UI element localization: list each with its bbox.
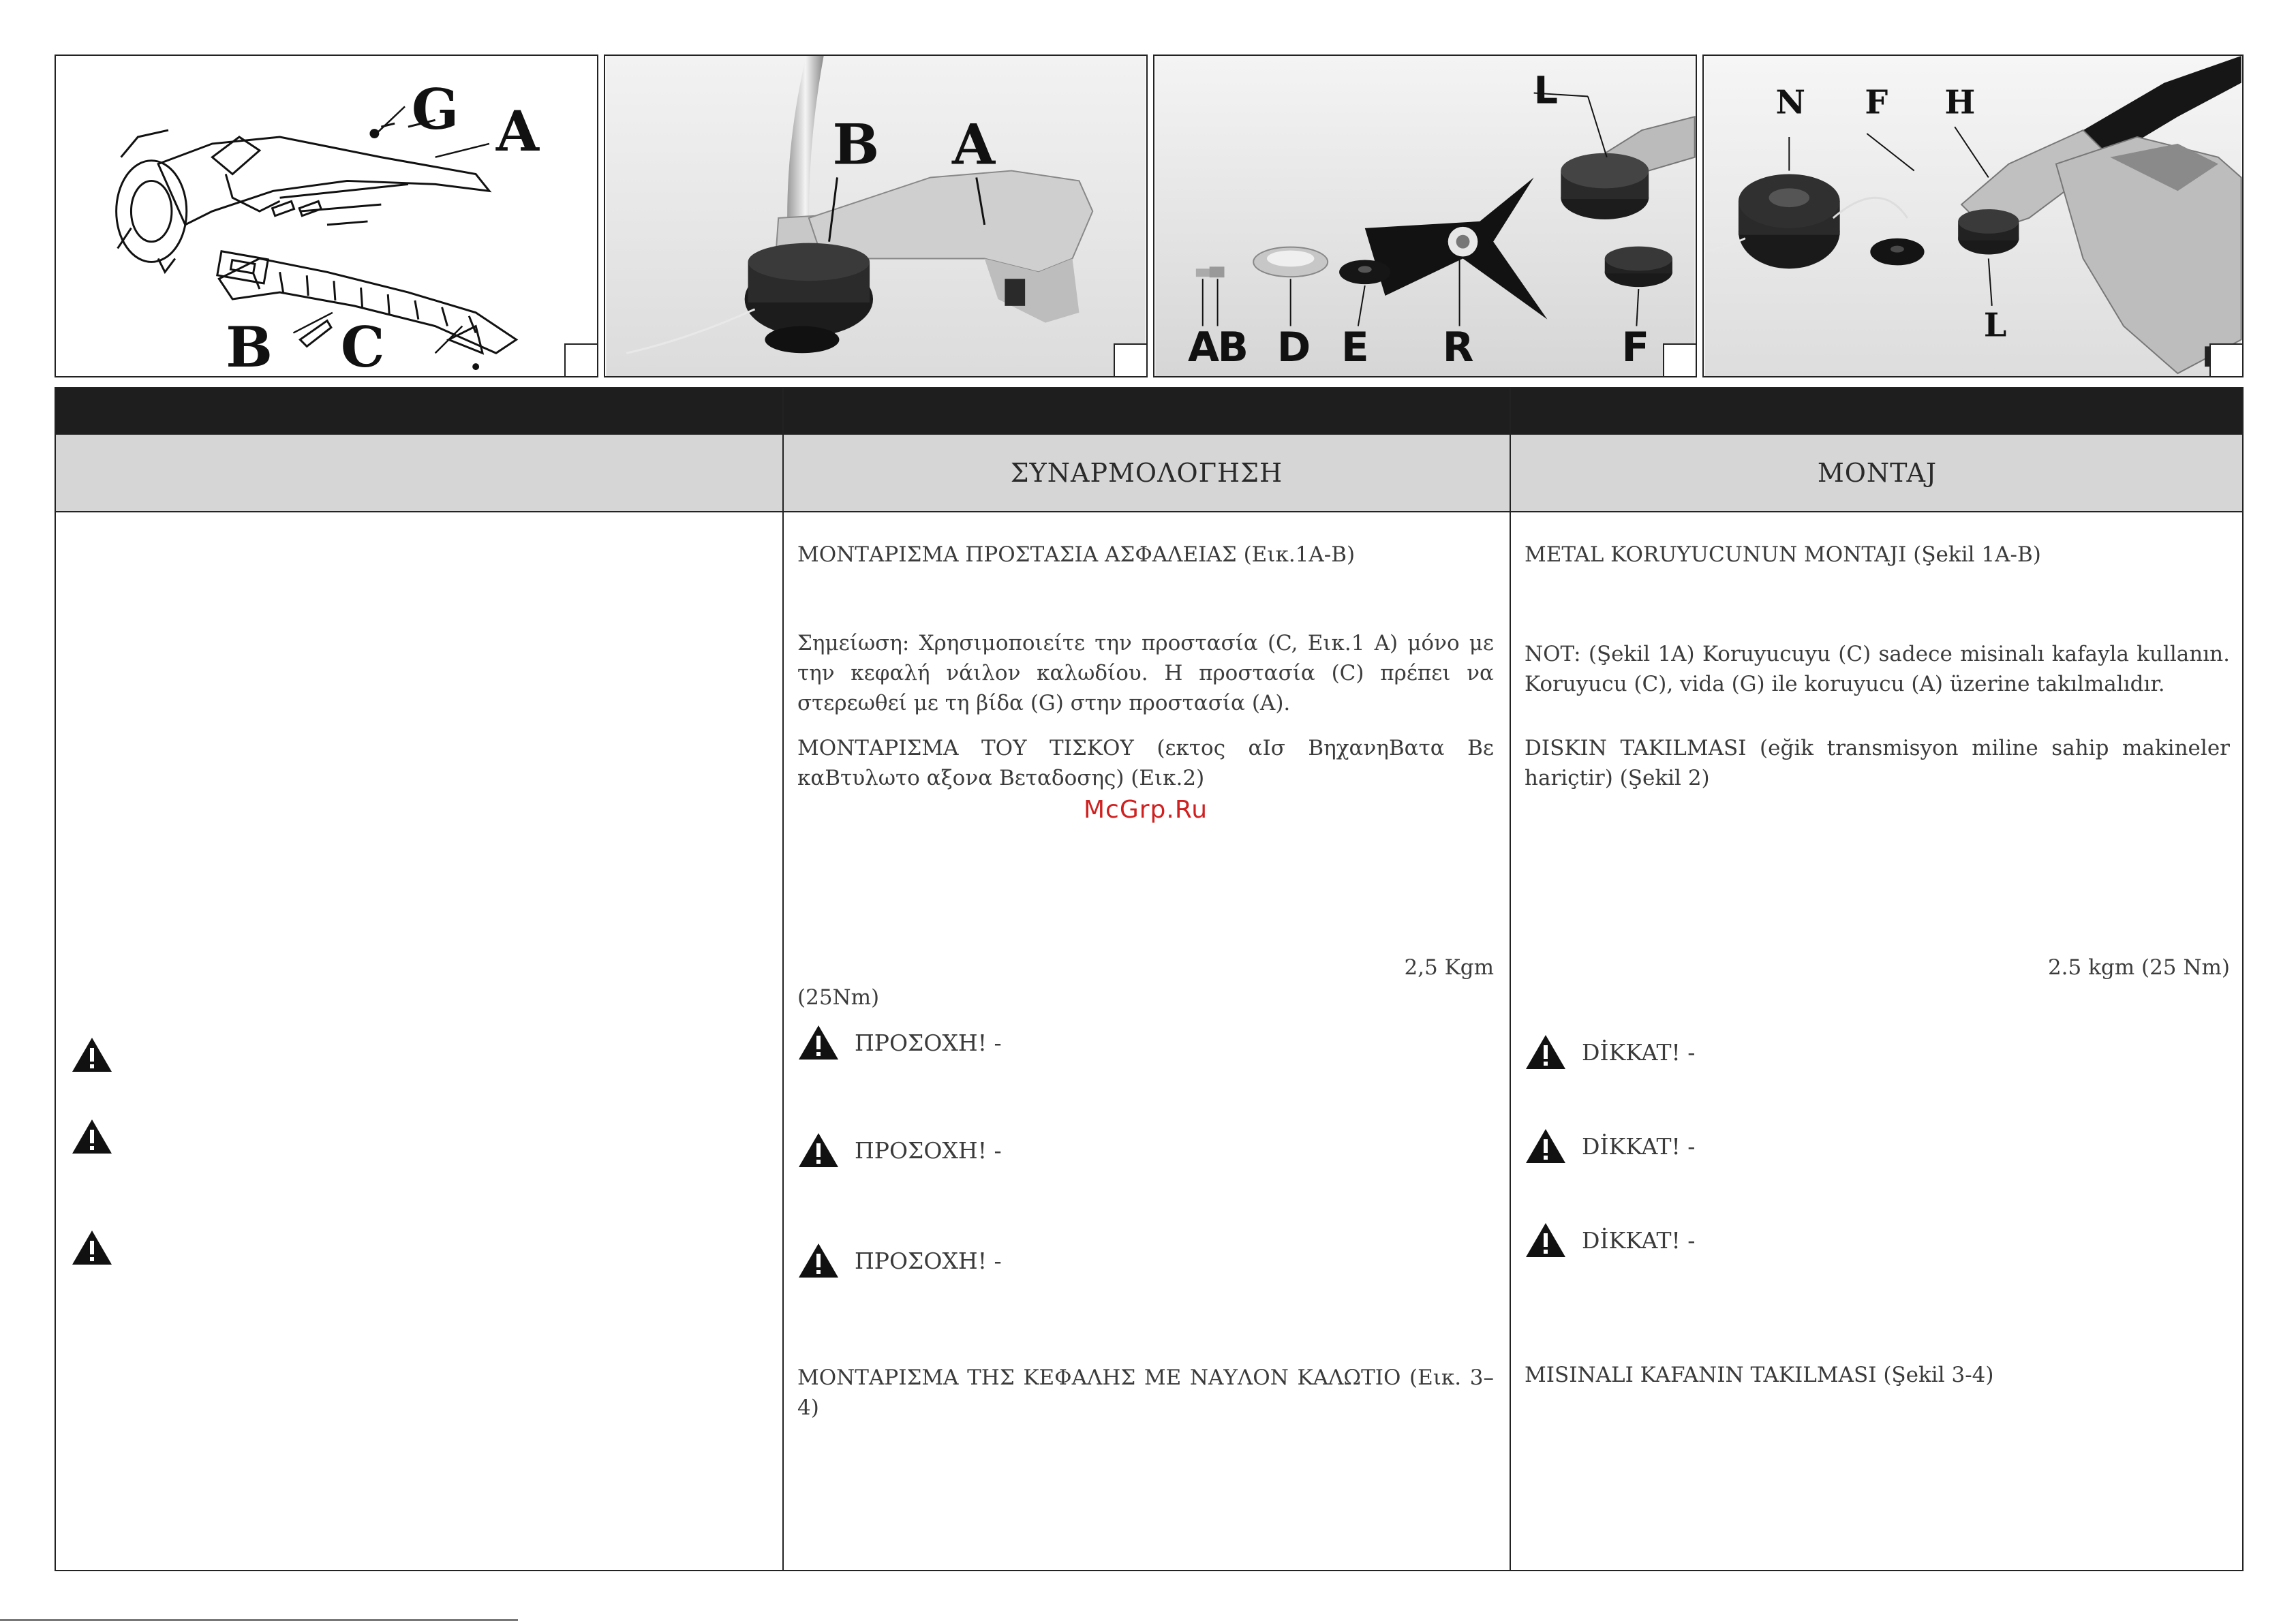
figure-2-corner-box: [1114, 343, 1148, 377]
figure-3-label-e: E: [1341, 324, 1369, 372]
warning-triangle-icon: [1525, 1033, 1567, 1071]
turkish-warning-1: [1525, 1033, 1695, 1071]
guard-assembly-drawing: [56, 56, 597, 376]
turkish-heading-guard-assembly: METAL KORUYUCUNUN MONTAJI (Şekil 1A-B): [1525, 542, 2041, 567]
figure-3-corner-box: [1663, 343, 1697, 377]
turkish-warning-2-label: DİKKAT! -: [1582, 1132, 1696, 1160]
figure-4-label-f: F: [1865, 83, 1888, 122]
figure-3-label-d: D: [1276, 324, 1311, 372]
figure-panel-3: [1153, 55, 1697, 377]
figure-3-label-b: B: [1217, 324, 1249, 372]
figure-1-label-b: B: [226, 315, 273, 376]
figure-2-label-b: B: [832, 112, 880, 178]
turkish-note: NOT: (Şekil 1A) Koruyucuyu (C) sadece misinalı kafayla kullanın. Koruyucu (C), vida (G) ile koruyucu (A) üzerine takılmalıdır.: [1525, 642, 2230, 696]
greek-warning-2: [797, 1131, 1002, 1169]
warning-triangle-icon: [1525, 1221, 1567, 1259]
figure-1-label-a: A: [495, 99, 539, 164]
greek-heading-guard-assembly: ΜΟΝΤΑΡΙΣΜΑ ΠΡΟΣΤΑΣΙΑ ΑΣΦΑΛΕΙΑΣ (Εικ.1Α-Β): [797, 542, 1356, 567]
turkish-warning-1-label: DİKKAT! -: [1582, 1038, 1696, 1066]
watermark: McGrp.Ru: [1084, 796, 1208, 824]
warning-triangle-icon: [797, 1131, 840, 1169]
figure-3-label-r: R: [1442, 324, 1474, 372]
greek-warning-3-label: ΠΡΟΣΟΧΗ! -: [855, 1247, 1002, 1274]
turkish-warning-3-label: DİKKAT! -: [1582, 1226, 1696, 1254]
turkish-warning-2: [1525, 1127, 1695, 1165]
figure-3-label-f: F: [1621, 324, 1650, 372]
footer-rule: [0, 1619, 518, 1621]
figure-panel-4: [1702, 55, 2244, 377]
figure-3-label-a: A: [1187, 324, 1220, 372]
greek-column-title: ΣΥΝΑΡΜΟΛΟΓΗΣΗ: [1010, 458, 1283, 488]
figure-panel-2: [604, 55, 1148, 377]
greek-heading-nylon-head: ΜΟΝΤΑΡΙΣΜΑ ΤΗΣ ΚΕΦΑΛΗΣ ΜΕ ΝΑΥΛΟΝ ΚΑΛΩΤΙΟ (Εικ. 3–4): [797, 1365, 1494, 1420]
figure-1-corner-box: [564, 343, 598, 377]
warning-triangle-icon: [797, 1023, 840, 1062]
turkish-torque-value: 2.5 kgm (25 Nm): [2047, 955, 2230, 980]
greek-heading-disc-assembly: ΜΟΝΤΑΡΙΣΜΑ ΤΟΥ ΤΙΣΚΟΥ (εκτος αΙσ ΒηχανηΒατα Βε καΒτυλωτο αξονα Βεταδοσης) (Εικ.2): [797, 736, 1494, 790]
turkish-heading-nylon-head: MISINALI KAFANIN TAKILMASI (Şekil 3-4): [1525, 1363, 1994, 1387]
assembly-instructions-table: [55, 387, 2244, 1571]
figure-panel-1: [55, 55, 598, 377]
trimmer-guard-photo: [605, 56, 1146, 376]
warning-triangle-icon: [71, 1228, 113, 1267]
greek-torque-unit: (25Nm): [797, 985, 880, 1010]
greek-warning-1-label: ΠΡΟΣΟΧΗ! -: [855, 1029, 1002, 1056]
column-divider-1: [782, 388, 784, 1570]
greek-warning-3: [797, 1241, 1002, 1280]
figure-2-label-a: A: [952, 112, 996, 178]
figure-3-label-l: L: [1533, 68, 1559, 113]
turkish-column-title: MONTAJ: [1817, 458, 1938, 488]
turkish-heading-disc-assembly: DISKIN TAKILMASI (eğik transmisyon miline sahip makineler hariçtir) (Şekil 2): [1525, 736, 2230, 790]
figure-1-label-c: C: [340, 315, 385, 376]
figure-4-label-h: H: [1944, 83, 1976, 122]
warning-triangle-icon: [71, 1036, 113, 1074]
figure-1-label-g: G: [411, 78, 459, 143]
figure-4-label-n: N: [1775, 83, 1805, 122]
warning-triangle-icon: [797, 1241, 840, 1280]
figure-4-label-l: L: [1983, 306, 2007, 345]
left-column-title: [56, 435, 782, 511]
greek-note: Σημείωση: Χρησιμοποιείτε την προστασία (C, Εικ.1 Α) μόνο με την κεφαλή νάιλον καλωδίου. Η προστασία (C) πρέπει να στερεωθεί με τη βίδα (G) στην προστασία (Α).: [797, 631, 1494, 715]
blade-parts-photo: [1154, 56, 1696, 376]
greek-torque-value: 2,5 Kgm: [1404, 955, 1494, 980]
column-divider-2: [1510, 388, 1511, 1570]
warning-triangle-icon: [1525, 1127, 1567, 1165]
greek-warning-1: [797, 1023, 1002, 1062]
figure-4-corner-box: [2209, 343, 2244, 377]
warning-triangle-icon: [71, 1117, 113, 1156]
greek-warning-2-label: ΠΡΟΣΟΧΗ! -: [855, 1137, 1002, 1164]
turkish-warning-3: [1525, 1221, 1695, 1259]
nylon-head-parts-photo: [1704, 56, 2242, 376]
table-header-bar: [56, 388, 2242, 435]
